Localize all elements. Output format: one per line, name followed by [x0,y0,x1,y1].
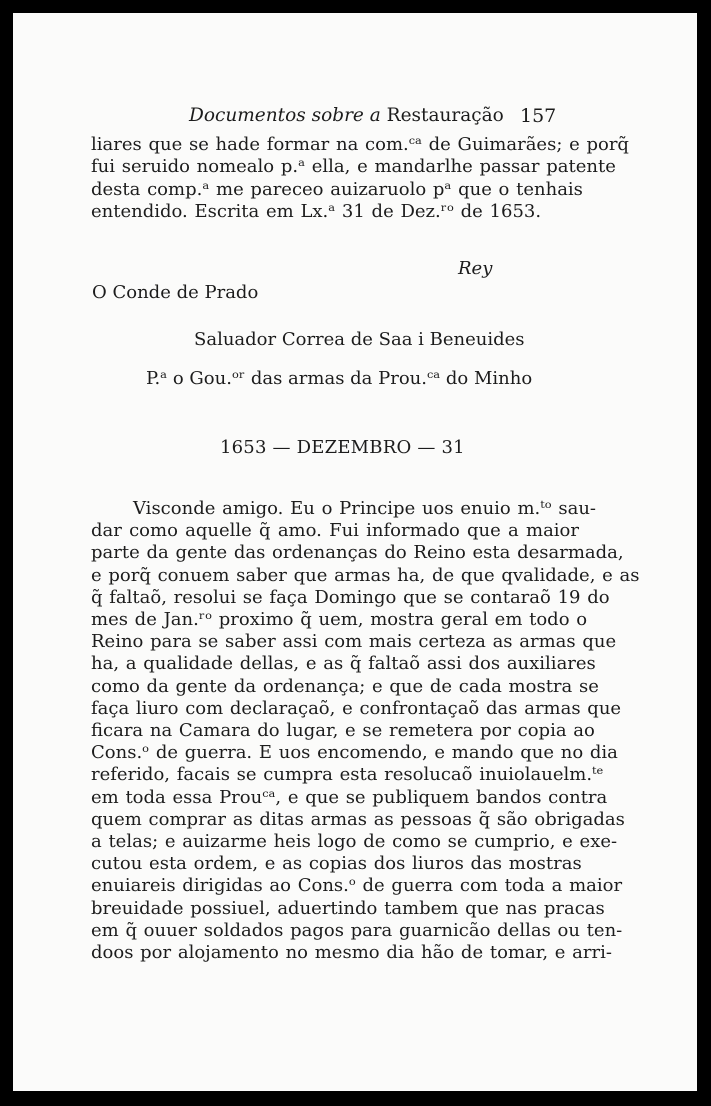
text-line: breuidade possiuel, aduertindo tambem que nas pracas [91,897,605,919]
text-line: fui seruido nomealo p.ᵃ ella, e mandarlhe passar patente [91,156,616,178]
text-line: liares que se hade formar na com.ᶜᵃ de Guimarães; e porq̃ [91,134,629,155]
signature-rey: Rey [458,258,493,279]
text-line: mes de Jan.ʳᵒ proximo q̃ uem, mostra geral em todo o [91,609,588,631]
text-line: em q̃ ouuer soldados pagos para guarnicão dellas ou ten- [91,919,623,941]
date-heading: 1653 — DEZEMBRO — 31 [220,437,465,458]
paragraph-2 [91,498,640,964]
running-title [189,105,504,126]
running-title-rest: Restauração [386,105,504,126]
text-line: como da gente da ordenança; e que de cada mostra se [91,675,599,697]
text-line: quem comprar as ditas armas as pessoas q̃ são obrigadas [91,808,625,830]
text-line: q̃ faltaõ, resolui se faça Domingo que se contaraõ 19 do [91,586,610,608]
text-line: enuiareis dirigidas ao Cons.ᵒ de guerra com toda a maior [91,875,623,897]
text-line: doos por alojamento no mesmo dia hão de tomar, e arri- [91,942,612,964]
signature-secretary: Saluador Correa de Saa i Beneuides [194,329,525,350]
text-line: em toda essa Prouᶜᵃ, e que se publiquem bandos contra [91,786,608,808]
addressee-line: P.ᵃ o Gou.ᵒʳ das armas da Prou.ᶜᵃ do Minho [146,368,533,389]
text-line: ha, a qualidade dellas, e as q̃ faltaõ assi dos auxiliares [91,653,596,675]
text-line: entendido. Escrita em Lx.ᵃ 31 de Dez.ʳᵒ de 1653. [91,201,542,223]
paragraph-1 [91,134,629,224]
text-line: a telas; e auizarme heis logo de como se cumprio, e exe- [91,831,618,853]
text-line: parte da gente das ordenanças do Reino esta desarmada, [91,542,624,564]
text-line: desta comp.ᵃ me pareceo auizaruolo pᵃ que o tenhais [91,178,583,200]
text-line: dar como aquelle q̃ amo. Fui informado que a maior [91,520,579,542]
running-header [13,105,697,135]
book-page [13,13,697,1091]
signature-conde: O Conde de Prado [92,282,259,303]
text-line: e porq̃ conuem saber que armas ha, de que qvalidade, e as [91,564,640,586]
text-line: Cons.ᵒ de guerra. E uos encomendo, e mando que no dia [91,742,618,764]
running-title-italic: Documentos sobre a [189,105,381,126]
text-line: Visconde amigo. Eu o Principe uos enuio m.ᵗᵒ sau- [133,498,597,519]
text-line: ficara na Camara do lugar, e se remetera por copia ao [91,720,595,742]
text-line: cutou esta ordem, e as copias dos liuros das mostras [91,853,582,875]
text-line: referido, facais se cumpra esta resolucaõ inuiolauelm.ᵗᵉ [91,764,604,786]
page-number: 157 [520,105,557,127]
text-line: Reino para se saber assi com mais certeza as armas que [91,631,617,653]
text-line: faça liuro com declaraçaõ, e confrontaçaõ das armas que [91,697,622,719]
